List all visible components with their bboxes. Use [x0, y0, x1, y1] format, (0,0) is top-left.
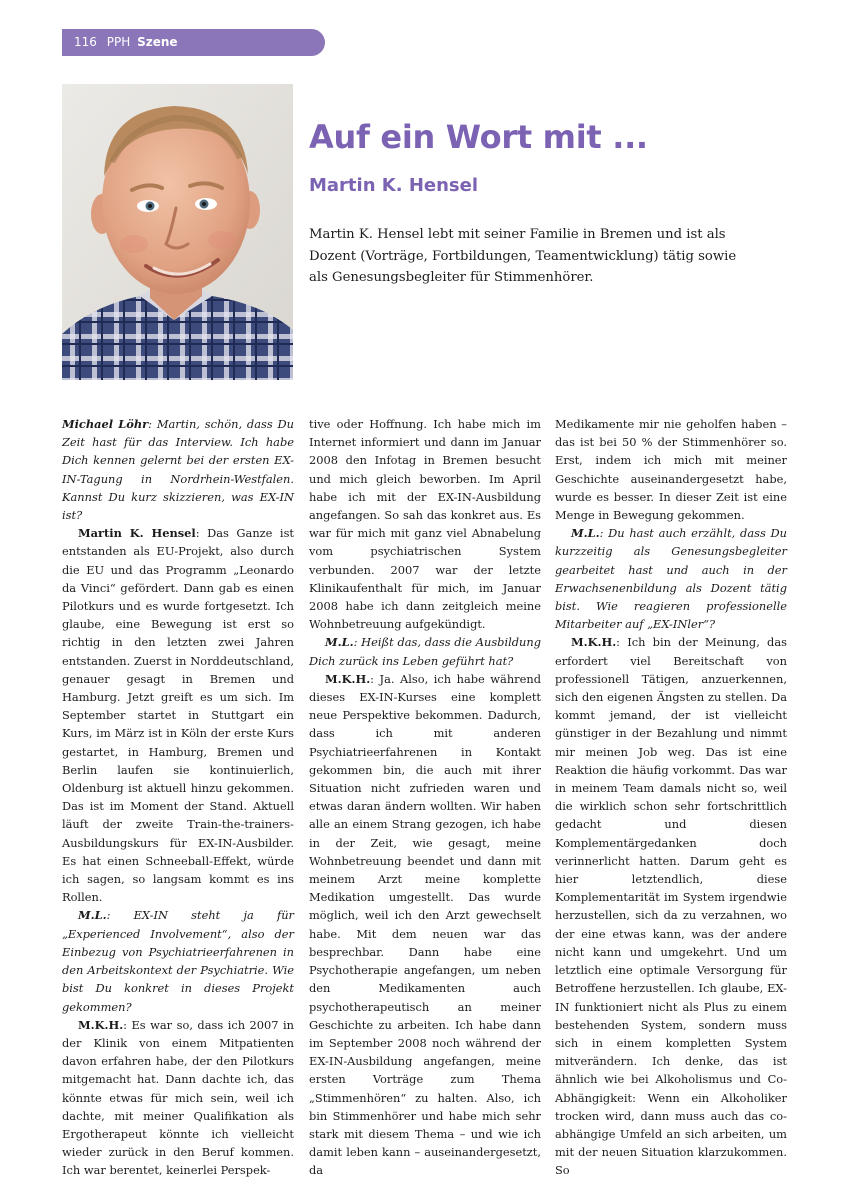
article-title: Auf ein Wort mit ... — [309, 118, 648, 156]
text-column-3 — [555, 415, 787, 1180]
speaker-name: Martin K. Hensel — [78, 526, 196, 541]
speaker-name: Michael Löhr — [62, 417, 149, 431]
question-paragraph — [555, 524, 787, 633]
speaker-name: M.L. — [571, 526, 600, 541]
page-header-bar — [62, 29, 325, 56]
answer-text: : Ja. Also, ich habe während dieses EX-IN-Kurses eine komplett neue Perspektive bekommen. Dadurch, dass ich mit anderen Psychiatrieerfahrenen in Kontakt gekommen bin, die auch mit ihrer Situation nicht zufrieden waren und etwas daran ändern wollten. Wir haben alle an einem Strang gezogen, ich habe in der Zeit, wie gesagt, meine Wohnbetreuung beendet und dann mit meinem Arzt meine komplette Medikation umgestellt. Das wurde möglich, weil ich den Arzt gewechselt habe. Mit dem neuen war das besprechbar. Dann habe eine Psychotherapie angefangen, um neben den Medikamenten auch psychotherapeutisch an meiner Geschichte zu arbeiten. Ich habe dann im September 2008 noch während der EX-IN-Ausbildung angefangen, meine ersten Vorträge zum Thema „Stimmenhören“ zu halten. Also, ich bin Stimmenhörer und habe mich sehr stark mit diesem Thema – und wie ich damit leben kann – auseinandergesetzt, da — [309, 671, 541, 1178]
magazine-name: PPH — [106, 35, 131, 49]
question-text: : Heißt das, dass die Ausbildung Dich zurück ins Leben geführt hat? — [309, 635, 541, 668]
answer-continuation: tive oder Hoffnung. Ich habe mich im Internet informiert und dann im Januar 2008 den Infotag in Bremen besucht und mich gleich beworben. Im April habe ich mit der EX-IN-Ausbildung angefangen. So sah das konkret aus. Es war für mich mit ganz viel Abnabelung vom psychiatrischen System verbunden. 2007 war der letzte Klinikaufenthalt für mich, im Januar 2008 habe ich dann zeitgleich meine Wohnbetreuung aufgekündigt. — [309, 417, 541, 632]
text-column-1 — [62, 415, 294, 1180]
portrait-photo — [62, 84, 293, 380]
question-paragraph — [309, 633, 541, 669]
article-subtitle: Martin K. Hensel — [309, 175, 479, 196]
answer-text: : Das Ganze ist entstanden als EU-Projekt, also durch die EU und das Programm „Leonardo da Vinci“ gefördert. Dann gab es einen Pilotkurs und es wurde fortgesetzt. Ich glaube, eine Bewegung ist erst so richtig in den letzten zwei Jahren entstanden. Zuerst in Norddeutschland, genauer gesagt in Bremen und Hamburg. Jetzt greift es um sich. Im September startet in Stuttgart ein Kurs, im März ist in Köln der erste Kurs gestartet, in Hamburg, Bremen und Berlin laufen sie kontinuierlich, Oldenburg ist aktuell hinzu gekommen. Das ist im Moment der Stand. Aktuell läuft der zweite Train-the-trainers-Ausbildungskurs für EX-IN-Ausbilder. Es hat einen Schneeball-Effekt, würde ich sagen, so langsam kommt es ins Rollen. — [62, 526, 294, 905]
portrait-illustration — [62, 84, 293, 380]
answer-text: : Ich bin der Meinung, das erfordert viel Bereitschaft von professionell Tätigen, anzuerkennen, sich den eigenen Ängsten zu stellen. Da kommt jemand, der ist vielleicht günstiger in der Bezahlung und nimmt mir meinen Job weg. Das ist eine Reaktion die häufig vorkommt. Das war in meinem Team damals nicht so, weil die wirklich schon sehr fortschrittlich gedacht und diesen Komplementärgedanken doch verinnerlicht hatten. Darum geht es hier letztendlich, diese Komplementarität im System irgendwie herzustellen, sich da zu verzahnen, wo der eine etwas kann, was der andere nicht kann und umgekehrt. Und um letztlich eine optimale Versorgung für Betroffene herzustellen. Ich glaube, EX-IN funktioniert nicht als Plus zu einem bestehenden System, sondern muss sich in einem kompletten System mitverändern. Ich denke, das ist ähnlich wie bei Alkoholismus und Co-Abhängigkeit: Wenn ein Alkoholiker trocken wird, dann muss auch das co-abhängige Umfeld an sich arbeiten, um mit der neuen Situation klarzukommen. So — [555, 635, 787, 1178]
answer-paragraph — [62, 1016, 294, 1180]
page-number: 116 — [74, 35, 97, 49]
speaker-name: M.K.H. — [325, 671, 371, 686]
speaker-name: M.K.H. — [78, 1017, 124, 1032]
answer-text: : Es war so, dass ich 2007 in der Klinik von einem Mitpatienten davon erfahren habe, der den Pilotkurs mitgemacht hat. Dann dachte ich, das könnte etwas für mich sein, weil ich dachte, mit meiner Qualifikation als Ergotherapeut könnte ich vielleicht wieder zurück in den Beruf kommen. Ich war berentet, keinerlei Perspek- — [62, 1017, 294, 1178]
speaker-name: M.L. — [325, 635, 354, 650]
question-paragraph — [62, 906, 294, 1015]
speaker-name: M.K.H. — [571, 635, 617, 650]
speaker-name: M.L. — [78, 908, 107, 923]
answer-continuation: Medikamente mir nie geholfen haben – das ist bei 50 % der Stimmenhörer so. Erst, indem ich mich mit meiner Geschichte auseinandergesetzt habe, wurde es besser. In dieser Zeit ist eine Menge in Bewegung gekommen. — [555, 417, 787, 523]
text-column-2 — [309, 415, 541, 1180]
section-name: Szene — [137, 35, 178, 49]
question-text: : EX-IN steht ja für „Experienced Involvement“, also der Einbezug von Psychiatrieerfahrenen in den Arbeitskontext der Psychiatrie. Wie bist Du konkret in dieses Projekt gekommen? — [62, 908, 294, 1014]
question-text: : Martin, schön, dass Du Zeit hast für das Interview. Ich habe Dich kennen gelernt bei der ersten EX-IN-Tagung in Nordrhein-Westfalen. Kannst Du kurz skizzieren, was EX-IN ist? — [62, 417, 294, 523]
answer-paragraph — [62, 524, 294, 906]
article-intro: Martin K. Hensel lebt mit seiner Familie in Bremen und ist als Dozent (Vorträge, Fortbildungen, Teamentwicklung) tätig sowie als Genesungsbegleiter für Stimmenhörer. — [309, 227, 737, 285]
answer-paragraph — [309, 670, 541, 1180]
answer-paragraph — [555, 633, 787, 1179]
question-text: : Du hast auch erzählt, dass Du kurzzeitig als Genesungsbegleiter gearbeitet hast und auch in der Erwachsenenbildung als Dozent tätig bist. Wie reagieren professionelle Mitarbeiter auf „EX-INler“? — [555, 526, 787, 632]
question-paragraph — [62, 415, 294, 524]
